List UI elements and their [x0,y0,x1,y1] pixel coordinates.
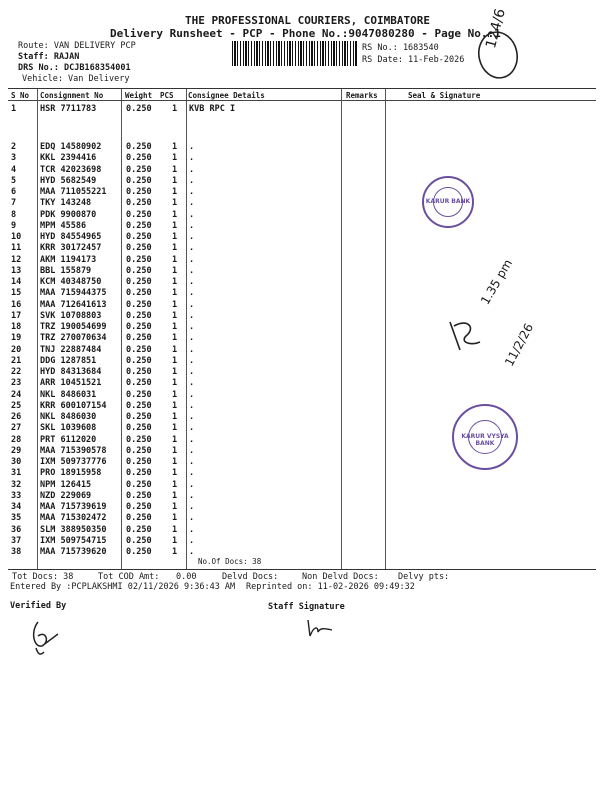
row-consignee: . [189,547,195,557]
row-consignment-no: DDG 1287851 [40,355,97,366]
row-sno: 7 [11,198,17,209]
row-consignment-no: MAA 715739620 [40,547,107,557]
row-consignment-no: EDQ 14580902 [40,142,102,152]
row-pcs: 1 [172,457,178,467]
row-weight: 0.250 [126,535,152,546]
row-weight: 0.250 [126,277,152,287]
header-seal-signature: Seal & Signature [408,91,481,100]
row-consignee: . [189,389,195,400]
row-pcs: 1 [172,333,178,344]
row-pcs: 1 [172,277,178,287]
row-weight: 0.250 [126,389,152,400]
row-consignee: . [189,524,195,535]
row-pcs: 1 [172,547,178,557]
row-weight: 0.250 [126,333,152,344]
row-sno: 14 [11,277,22,287]
row-consignment-no: MAA 715944375 [40,288,107,299]
row-consignee: . [189,310,195,321]
row-pcs: 1 [172,445,178,456]
row-consignment-no: TRZ 190054699 [40,322,107,332]
row-pcs: 1 [172,423,178,434]
row-weight: 0.250 [126,468,152,479]
row-consignment-no: NKL 8486030 [40,412,97,422]
row-sno: 32 [11,479,22,490]
signature-date: 11/2/26 [502,321,537,369]
row-sno: 37 [11,535,22,546]
table-row [8,368,596,377]
header-sno: S No [11,91,30,100]
header-remarks: Remarks [346,91,378,100]
delvd-docs: Delvd Docs: [222,572,279,582]
table-row [8,469,596,478]
verifier-signature [28,618,68,658]
row-consignee: . [189,299,195,310]
tot-cod-value: 0.00 [176,572,197,582]
row-pcs: 1 [172,367,178,377]
row-consignee: . [189,344,195,355]
table-row [8,222,596,231]
row-sno: 24 [11,389,22,400]
row-consignee: . [189,535,195,546]
row-sno: 25 [11,400,22,411]
row-consignee: . [189,412,195,422]
table-row [8,492,596,501]
row-consignee: . [189,445,195,456]
row-weight: 0.250 [126,513,152,524]
table-row [8,334,596,343]
row-sno: 38 [11,547,22,557]
row-consignee: . [189,333,195,344]
staff-label: Staff: RAJAN [18,52,80,62]
row-consignment-no: HSR 7711783 [40,104,97,114]
row-pcs: 1 [172,490,178,501]
row-sno: 36 [11,524,22,535]
row-consignment-no: SKL 1039608 [40,423,97,434]
drs-number: DRS No.: DCJB168354001 [18,63,131,73]
row-weight: 0.250 [126,445,152,456]
row-pcs: 1 [172,209,178,220]
table-row [8,289,596,298]
row-consignee: . [189,490,195,501]
row-consignment-no: PRT 6112020 [40,434,97,445]
row-pcs: 1 [172,220,178,231]
page-note-handwriting: 124/6 [483,7,509,51]
row-pcs: 1 [172,412,178,422]
row-consignee: KVB RPC I [189,104,236,114]
row-consignment-no: TRZ 270070634 [40,333,107,344]
row-pcs: 1 [172,164,178,175]
row-consignee: . [189,265,195,276]
row-weight: 0.250 [126,288,152,299]
header-consignee: Consignee Details [188,91,265,100]
row-pcs: 1 [172,104,178,114]
row-consignee: . [189,153,195,164]
row-weight: 0.250 [126,367,152,377]
header-pcs: PCS [160,91,174,100]
row-consignment-no: NPM 126415 [40,479,92,490]
row-consignee: . [189,468,195,479]
table-row [8,379,596,388]
row-consignee: . [189,479,195,490]
entered-by: Entered By :PCPLAKSHMI 02/11/2026 9:36:43 AM [10,582,236,592]
row-sno: 35 [11,513,22,524]
row-weight: 0.250 [126,310,152,321]
row-pcs: 1 [172,344,178,355]
row-weight: 0.250 [126,104,152,114]
row-pcs: 1 [172,535,178,546]
row-consignment-no: TNJ 22887484 [40,344,102,355]
row-sno: 23 [11,378,22,389]
row-consignment-no: KRR 30172457 [40,243,102,254]
row-sno: 8 [11,209,17,220]
table-row [8,166,596,175]
signature-time: 1.35 pm [478,256,516,307]
row-weight: 0.250 [126,198,152,209]
table-row [8,301,596,310]
row-consignee: . [189,187,195,197]
row-weight: 0.250 [126,322,152,332]
row-sno: 5 [11,175,17,186]
route-label: Route: VAN DELIVERY PCP [18,41,136,51]
table-row [8,211,596,220]
delvy-pts: Delvy pts: [398,572,450,582]
row-consignee: . [189,164,195,175]
row-consignment-no: IXM 509754715 [40,535,107,546]
row-consignee: . [189,142,195,152]
row-sno: 6 [11,187,17,197]
row-consignment-no: MPM 45586 [40,220,87,231]
tot-docs: Tot Docs: 38 [12,572,74,582]
row-consignment-no: SVK 10708803 [40,310,102,321]
table-row [8,244,596,253]
row-sno: 33 [11,490,22,501]
table-row [8,154,596,163]
row-consignment-no: HYD 5682549 [40,175,97,186]
row-pcs: 1 [172,288,178,299]
row-pcs: 1 [172,378,178,389]
row-consignment-no: PRO 18915958 [40,468,102,479]
row-weight: 0.250 [126,187,152,197]
row-pcs: 1 [172,187,178,197]
row-weight: 0.250 [126,355,152,366]
runsheet-table [8,88,596,570]
row-consignee: . [189,423,195,434]
row-consignment-no: HYD 84313684 [40,367,102,377]
row-consignment-no: TKY 143248 [40,198,92,209]
row-pcs: 1 [172,479,178,490]
row-sno: 13 [11,265,22,276]
row-consignment-no: PDK 9900870 [40,209,97,220]
tot-cod-label: Tot COD Amt: [98,572,160,582]
row-sno: 12 [11,254,22,265]
row-consignment-no: MAA 715390578 [40,445,107,456]
table-row [8,199,596,208]
row-pcs: 1 [172,524,178,535]
row-pcs: 1 [172,232,178,242]
row-sno: 26 [11,412,22,422]
row-consignee: . [189,513,195,524]
row-pcs: 1 [172,400,178,411]
row-sno: 15 [11,288,22,299]
row-sno: 1 [11,104,17,114]
row-pcs: 1 [172,243,178,254]
table-row [8,323,596,332]
row-weight: 0.250 [126,220,152,231]
row-weight: 0.250 [126,400,152,411]
row-sno: 27 [11,423,22,434]
row-pcs: 1 [172,502,178,512]
row-weight: 0.250 [126,175,152,186]
staff-signature [302,616,336,640]
row-sno: 28 [11,434,22,445]
bank-stamp-2: KARUR VYSYA BANK [452,404,518,470]
row-sno: 9 [11,220,17,231]
table-row [8,526,596,535]
verified-by-label: Verified By [10,601,67,611]
row-consignment-no: NZD 229069 [40,490,92,501]
row-weight: 0.250 [126,243,152,254]
row-consignment-no: HYD 84554965 [40,232,102,242]
row-consignee: . [189,220,195,231]
row-pcs: 1 [172,355,178,366]
row-pcs: 1 [172,389,178,400]
row-consignment-no: MAA 711055221 [40,187,107,197]
row-weight: 0.250 [126,423,152,434]
row-sno: 20 [11,344,22,355]
row-consignment-no: IXM 509737776 [40,457,107,467]
row-weight: 0.250 [126,457,152,467]
header-weight: Weight [125,91,153,100]
row-weight: 0.250 [126,502,152,512]
row-consignment-no: MAA 715739619 [40,502,107,512]
table-row [8,233,596,242]
staff-signature-label: Staff Signature [268,602,345,612]
rs-number: RS No.: 1683540 [362,43,439,53]
row-pcs: 1 [172,299,178,310]
row-sno: 21 [11,355,22,366]
row-consignment-no: AKM 1194173 [40,254,97,265]
row-consignee: . [189,367,195,377]
row-weight: 0.250 [126,153,152,164]
table-row [8,278,596,287]
table-row [8,177,596,186]
table-row [8,402,596,411]
row-weight: 0.250 [126,254,152,265]
table-row [8,105,596,114]
row-sno: 4 [11,164,17,175]
row-consignment-no: TCR 42023698 [40,164,102,175]
row-weight: 0.250 [126,479,152,490]
no-of-docs: No.Of Docs: 38 [198,557,262,566]
row-weight: 0.250 [126,232,152,242]
vehicle-label: Vehicle: Van Delivery [22,74,130,84]
row-consignment-no: KRR 600107154 [40,400,107,411]
row-pcs: 1 [172,322,178,332]
row-consignment-no: NKL 8486031 [40,389,97,400]
row-consignment-no: MAA 712641613 [40,299,107,310]
table-row [8,537,596,546]
row-pcs: 1 [172,153,178,164]
row-sno: 10 [11,232,22,242]
row-sno: 3 [11,153,17,164]
row-weight: 0.250 [126,412,152,422]
row-consignee: . [189,457,195,467]
row-sno: 29 [11,445,22,456]
row-pcs: 1 [172,310,178,321]
table-row [8,548,596,557]
row-sno: 2 [11,142,17,152]
row-weight: 0.250 [126,434,152,445]
row-pcs: 1 [172,468,178,479]
reprinted-on: Reprinted on: 11-02-2026 09:49:32 [246,582,415,592]
row-weight: 0.250 [126,209,152,220]
table-row [8,188,596,197]
barcode [232,41,357,66]
row-consignee: . [189,209,195,220]
row-weight: 0.250 [126,164,152,175]
row-pcs: 1 [172,265,178,276]
bank-stamp-1: KARUR BANK [422,176,474,228]
company-title: THE PROFESSIONAL COURIERS, COIMBATORE [185,14,431,27]
row-consignee: . [189,175,195,186]
row-sno: 17 [11,310,22,321]
row-consignee: . [189,434,195,445]
row-consignee: . [189,502,195,512]
row-consignee: . [189,232,195,242]
row-pcs: 1 [172,513,178,524]
row-weight: 0.250 [126,490,152,501]
table-row [8,514,596,523]
row-pcs: 1 [172,142,178,152]
row-sno: 30 [11,457,22,467]
row-pcs: 1 [172,175,178,186]
table-row [8,481,596,490]
row-weight: 0.250 [126,299,152,310]
row-sno: 22 [11,367,22,377]
row-consignee: . [189,288,195,299]
row-sno: 11 [11,243,22,254]
row-consignee: . [189,254,195,265]
row-consignment-no: BBL 155879 [40,265,92,276]
row-consignee: . [189,198,195,209]
row-sno: 34 [11,502,22,512]
row-weight: 0.250 [126,547,152,557]
row-consignee: . [189,277,195,287]
row-weight: 0.250 [126,524,152,535]
table-row [8,391,596,400]
table-row [8,143,596,152]
row-consignee: . [189,322,195,332]
header-consignment: Consignment No [40,91,104,100]
non-delvd-docs: Non Delvd Docs: [302,572,379,582]
row-consignment-no: MAA 715302472 [40,513,107,524]
row-sno: 16 [11,299,22,310]
row-consignee: . [189,378,195,389]
receiver-signature [446,316,486,356]
row-pcs: 1 [172,198,178,209]
row-consignment-no: ARR 10451521 [40,378,102,389]
row-pcs: 1 [172,254,178,265]
runsheet-title: Delivery Runsheet - PCP - Phone No.:9047080280 - Page No.:1 [110,27,501,40]
row-sno: 18 [11,322,22,332]
row-consignment-no: KCM 40348750 [40,277,102,287]
row-weight: 0.250 [126,265,152,276]
rs-date: RS Date: 11-Feb-2026 [362,55,465,65]
row-consignee: . [189,400,195,411]
row-sno: 19 [11,333,22,344]
row-consignment-no: SLM 388950350 [40,524,107,535]
row-consignment-no: KKL 2394416 [40,153,97,164]
row-weight: 0.250 [126,142,152,152]
row-sno: 31 [11,468,22,479]
table-row [8,503,596,512]
row-consignee: . [189,243,195,254]
row-weight: 0.250 [126,344,152,355]
row-weight: 0.250 [126,378,152,389]
table-row [8,312,596,321]
row-consignee: . [189,355,195,366]
row-pcs: 1 [172,434,178,445]
